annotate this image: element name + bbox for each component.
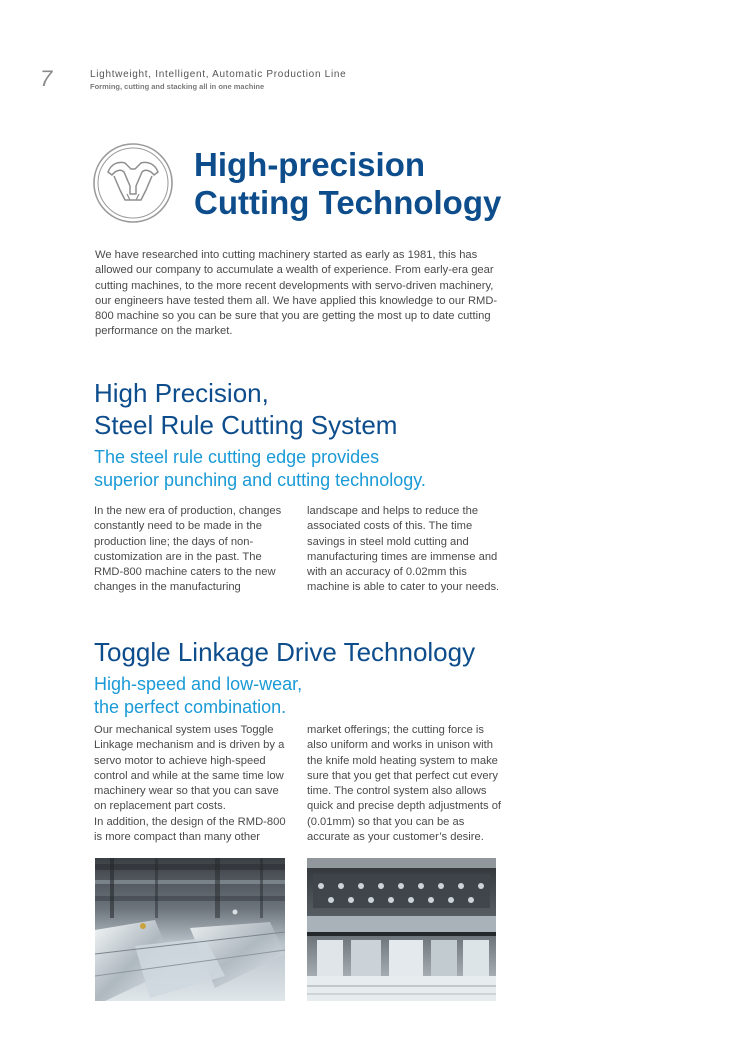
- toggle-linkage-column-2: market offerings; the cutting force is also uniform and works in unison with the knife mold heating system to make sure that you get that perfect cut every time. The control system also allows quick and precise depth adjustments of (0.01mm) so that you can be as accurate as your customer’s desire.: [307, 724, 502, 844]
- main-title: High-precision Cutting Technology: [194, 146, 502, 221]
- toggle-linkage-title: Toggle Linkage Drive Technology: [94, 637, 476, 667]
- steel-rule-title: High Precision, Steel Rule Cutting System: [94, 378, 398, 440]
- toggle-linkage-column-1: Our mechanical system uses Toggle Linkage mechanism and is driven by a servo motor to achieve high-speed control and while at the same time low machinery wear so that you can save on replacement part costs. In addition, the design of the RMD-800 is more compact than many other: [94, 724, 286, 844]
- steel-rule-column-2: landscape and helps to reduce the associated costs of this. The time savings in steel mold cutting and manufacturing times are immense and with an accuracy of 0.02mm this machine is able to cater to your needs.: [307, 505, 500, 594]
- steel-rule-column-1: In the new era of production, changes constantly need to be made in the production line; the days of non-customization are in the past. The RMD-800 machine caters to the new changes in the manufacturing: [94, 505, 282, 594]
- intro-paragraph: We have researched into cutting machinery started as early as 1981, this has allowed our company to accumulate a wealth of experience. From early-era gear cutting machines, to the more recent developments with servo-driven machinery, our engineers have tested them all. We have applied this knowledge to our RMD-800 machine so you can be sure that you are getting the most up to date cutting performance on the market.: [95, 249, 498, 338]
- toggle-linkage-subtitle: High-speed and low-wear, the perfect combination.: [94, 674, 303, 717]
- header-subtitle: Forming, cutting and stacking all in one machine: [90, 82, 265, 91]
- machine-interior-photo: [95, 858, 285, 1001]
- header-title: Lightweight, Intelligent, Automatic Production Line: [90, 69, 347, 80]
- steel-rule-subtitle: The steel rule cutting edge provides superior punching and cutting technology.: [94, 447, 426, 490]
- cutting-blade-profile-icon: [92, 142, 174, 224]
- cutting-mold-photo: [307, 858, 496, 1001]
- page-number: 7: [40, 66, 53, 91]
